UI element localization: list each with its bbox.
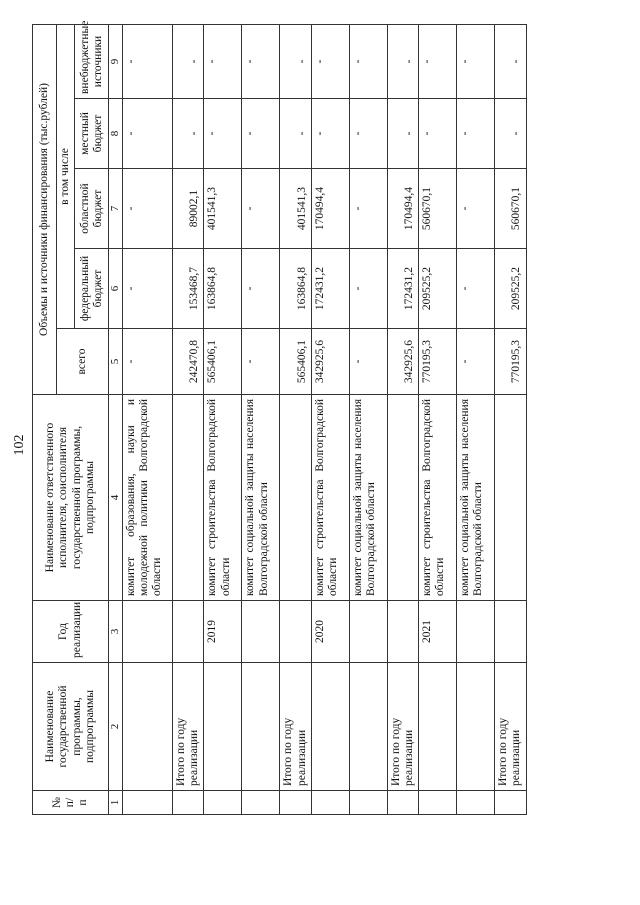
row-federal: 172431,2	[311, 249, 349, 329]
row-program	[349, 663, 387, 791]
row-federal: -	[242, 249, 280, 329]
row-regional: -	[349, 169, 387, 249]
row-no	[280, 791, 311, 815]
row-no	[419, 791, 457, 815]
row-extra: -	[242, 24, 280, 98]
row-extra: -	[349, 24, 387, 98]
row-program	[122, 663, 172, 791]
row-year	[495, 601, 526, 663]
row-program	[311, 663, 349, 791]
row-regional: 170494,4	[311, 169, 349, 249]
row-year	[349, 601, 387, 663]
row-program: Итого по году реализации	[172, 663, 203, 791]
row-total: 242470,8	[172, 329, 203, 395]
table-row	[457, 24, 495, 814]
column-number: 8	[109, 99, 123, 169]
row-regional: 560670,1	[495, 169, 526, 249]
row-executor: комитет социальной защиты населения Волгоградской области	[349, 395, 387, 601]
row-federal: -	[122, 249, 172, 329]
row-executor: комитет строительства Волгоградской области	[419, 395, 457, 601]
row-total: -	[457, 329, 495, 395]
row-year	[242, 601, 280, 663]
row-regional: 89002,1	[172, 169, 203, 249]
row-local: -	[311, 99, 349, 169]
row-extra: -	[419, 24, 457, 98]
header-total: всего	[57, 329, 109, 395]
row-no	[204, 791, 242, 815]
row-executor: комитет строительства Волгоградской области	[311, 395, 349, 601]
row-executor	[387, 395, 418, 601]
row-year: 2019	[204, 601, 242, 663]
header-financing: Объемы и источники финансирования (тыс.рублей)	[33, 24, 57, 394]
row-total: 342925,6	[387, 329, 418, 395]
row-federal: 153468,7	[172, 249, 203, 329]
column-number: 7	[109, 169, 123, 249]
row-year	[122, 601, 172, 663]
column-number: 2	[109, 663, 123, 791]
row-extra: -	[457, 24, 495, 98]
row-local: -	[242, 99, 280, 169]
row-program	[242, 663, 280, 791]
row-program	[457, 663, 495, 791]
column-number-row	[109, 24, 123, 814]
row-no	[349, 791, 387, 815]
row-program	[419, 663, 457, 791]
row-program: Итого по году реализации	[495, 663, 526, 791]
header-program-name: Наименование государственной программы, подпрограммы	[33, 663, 109, 791]
row-executor: комитет социальной защиты населения Волгоградской области	[242, 395, 280, 601]
table-row	[349, 24, 387, 814]
table-row	[122, 24, 172, 814]
row-year	[457, 601, 495, 663]
column-number: 9	[109, 24, 123, 98]
row-program: Итого по году реализации	[280, 663, 311, 791]
row-local: -	[204, 99, 242, 169]
row-year: 2021	[419, 601, 457, 663]
row-year	[280, 601, 311, 663]
header-local: местный бюджет	[75, 99, 109, 169]
row-executor	[172, 395, 203, 601]
row-no	[122, 791, 172, 815]
row-executor: комитет образования, науки и молодежной политики Волгоградской области	[122, 395, 172, 601]
row-no	[495, 791, 526, 815]
row-local: -	[172, 99, 203, 169]
column-number: 1	[109, 791, 123, 815]
row-regional: -	[457, 169, 495, 249]
row-year: 2020	[311, 601, 349, 663]
header-federal: федеральный бюджет	[75, 249, 109, 329]
header-extra: внебюджетные источники	[75, 24, 109, 98]
page-number: 102	[12, 434, 27, 456]
row-regional: 560670,1	[419, 169, 457, 249]
row-extra: -	[204, 24, 242, 98]
row-total: 770195,3	[495, 329, 526, 395]
row-federal: 209525,2	[495, 249, 526, 329]
row-local: -	[349, 99, 387, 169]
header-regional: областной бюджет	[75, 169, 109, 249]
row-local: -	[387, 99, 418, 169]
row-total: -	[122, 329, 172, 395]
row-extra: -	[311, 24, 349, 98]
row-no	[311, 791, 349, 815]
table-row	[204, 24, 242, 814]
row-extra: -	[122, 24, 172, 98]
row-no	[172, 791, 203, 815]
row-local: -	[457, 99, 495, 169]
row-regional: 401541,3	[280, 169, 311, 249]
row-total: -	[349, 329, 387, 395]
row-local: -	[122, 99, 172, 169]
row-regional: -	[242, 169, 280, 249]
column-number: 6	[109, 249, 123, 329]
table-row	[172, 24, 203, 814]
table-header	[33, 20, 123, 814]
table-row	[280, 24, 311, 814]
column-number: 4	[109, 395, 123, 601]
row-total: -	[242, 329, 280, 395]
row-local: -	[419, 99, 457, 169]
row-year	[387, 601, 418, 663]
row-total: 770195,3	[419, 329, 457, 395]
row-extra: -	[387, 24, 418, 98]
row-executor	[495, 395, 526, 601]
row-executor: комитет социальной защиты населения Волгоградской области	[457, 395, 495, 601]
row-federal: 163864,8	[280, 249, 311, 329]
row-total: 342925,6	[311, 329, 349, 395]
header-no: № п/п	[33, 791, 109, 815]
row-executor	[280, 395, 311, 601]
table-row	[311, 24, 349, 814]
row-no	[457, 791, 495, 815]
row-extra: -	[280, 24, 311, 98]
row-local: -	[495, 99, 526, 169]
row-federal: 172431,2	[387, 249, 418, 329]
row-extra: -	[495, 24, 526, 98]
row-no	[387, 791, 418, 815]
financing-table	[32, 20, 527, 815]
header-executor: Наименование ответственного исполнителя, соисполнителя государственной программы, подпрограммы	[33, 395, 109, 601]
header-year: Год реализации	[33, 601, 109, 663]
table-body	[122, 24, 526, 814]
table-row	[242, 24, 280, 814]
column-number: 5	[109, 329, 123, 395]
row-federal: -	[457, 249, 495, 329]
row-program	[204, 663, 242, 791]
row-regional: -	[122, 169, 172, 249]
row-no	[242, 791, 280, 815]
row-total: 565406,1	[280, 329, 311, 395]
table-row	[419, 24, 457, 814]
table-row	[495, 24, 526, 814]
row-regional: 170494,4	[387, 169, 418, 249]
row-total: 565406,1	[204, 329, 242, 395]
header-including: в том числе	[57, 24, 75, 328]
row-federal: 209525,2	[419, 249, 457, 329]
row-regional: 401541,3	[204, 169, 242, 249]
table-row	[387, 24, 418, 814]
row-federal: 163864,8	[204, 249, 242, 329]
row-executor: комитет строительства Волгоградской области	[204, 395, 242, 601]
row-federal: -	[349, 249, 387, 329]
row-local: -	[280, 99, 311, 169]
column-number: 3	[109, 601, 123, 663]
row-year	[172, 601, 203, 663]
row-extra: -	[172, 24, 203, 98]
row-program: Итого по году реализации	[387, 663, 418, 791]
